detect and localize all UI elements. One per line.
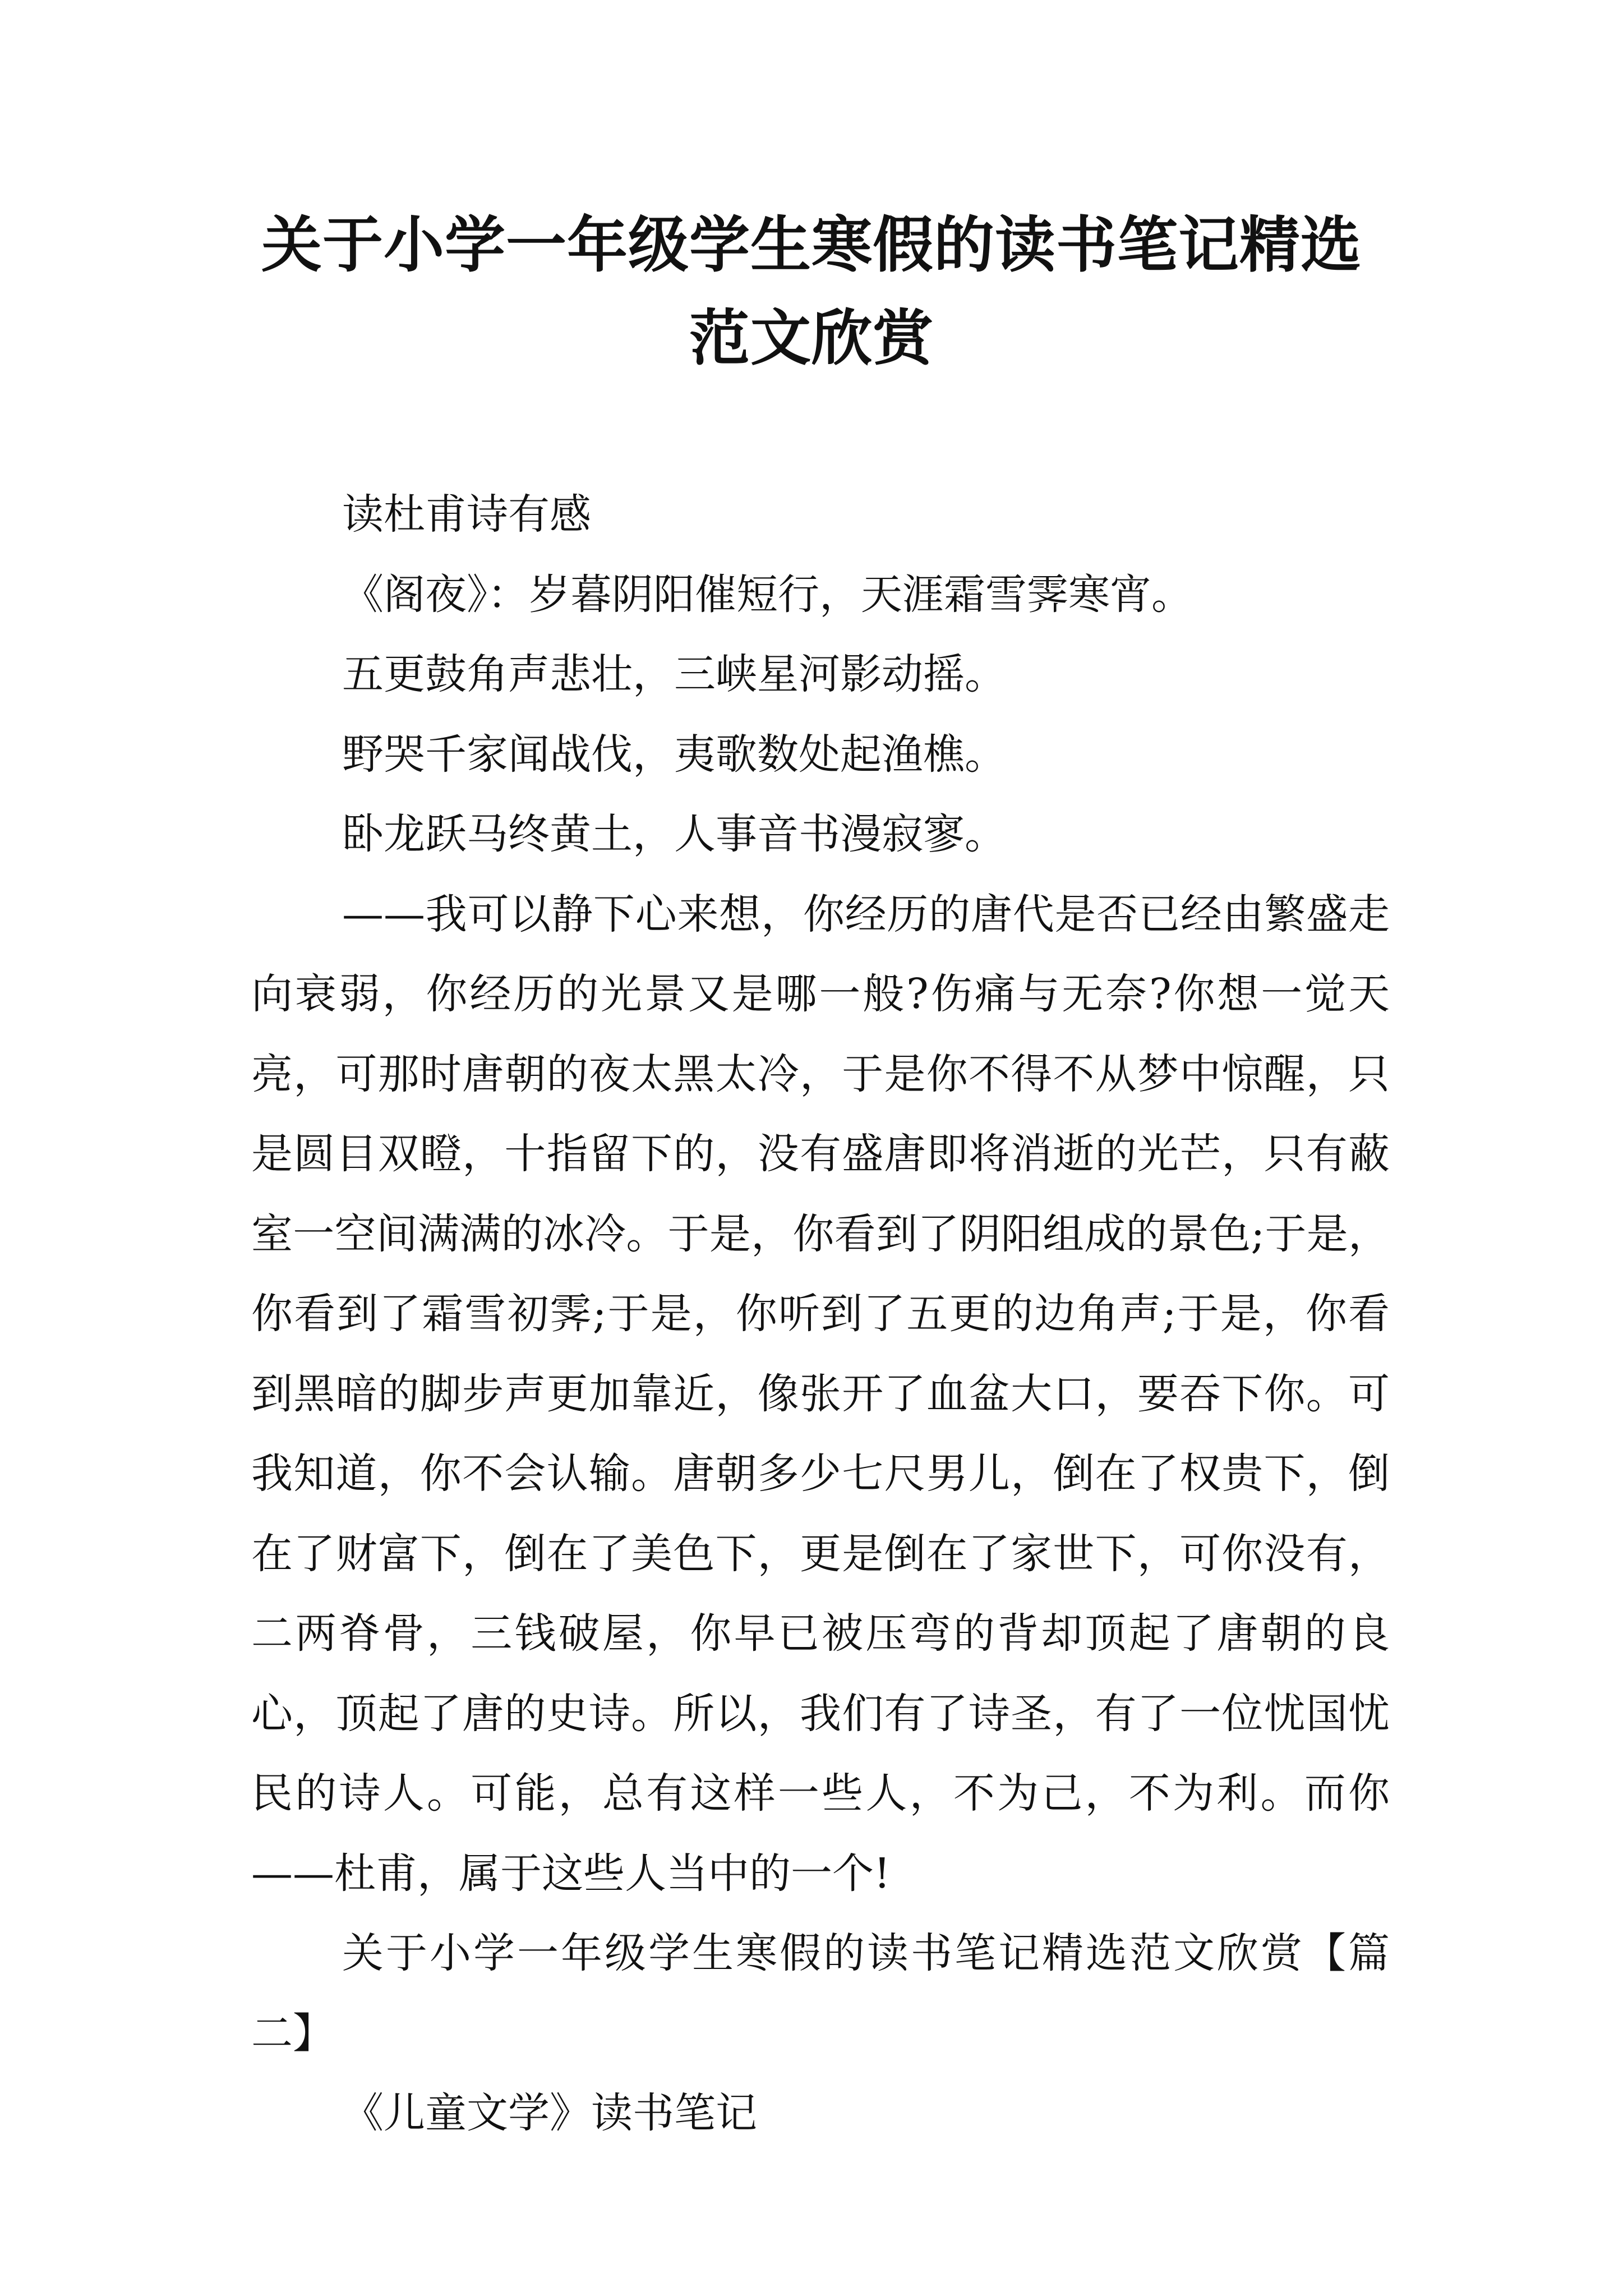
poem-line: 五更鼓角声悲壮，三峡星河影动摇。 xyxy=(342,650,1006,698)
poem-line: 卧龙跃马终黄土，人事音书漫寂寥。 xyxy=(342,810,1006,858)
poem-line: 野哭千家闻战伐，夷歌数处起渔樵。 xyxy=(342,730,1006,779)
title-line-1: 关于小学一年级学生寒假的读书笔记精选 xyxy=(261,210,1362,280)
poem-line: 《阁夜》：岁暮阴阳催短行，天涯霜雪霁寒宵。 xyxy=(342,570,1193,619)
title-line-2: 范文欣赏 xyxy=(689,303,934,374)
section-title: 关于小学一年级学生寒假的读书笔记精选范文欣赏【篇二】 xyxy=(251,1929,1390,2058)
document-title xyxy=(236,199,1387,385)
section-heading: 《儿童文学》读书笔记 xyxy=(342,2089,757,2137)
body-paragraph: ——我可以静下心来想，你经历的唐代是否已经由繁盛走向衰弱，你经历的光景又是哪一般?伤痛与无奈?你想一觉天亮，可那时唐朝的夜太黑太冷，于是你不得不从梦中惊醒，只是圆目双瞪，十指留下的，没有盛唐即将消逝的光芒，只有蔽室一空间满满的冰冷。于是，你看到了阴阳组成的景色;于是，你看到了霜雪初霁;于是，你听到了五更的边角声;于是，你看到黑暗的脚步声更加靠近，像张开了血盆大口，要吞下你。可我知道，你不会认输。唐朝多少七尺男儿，倒在了权贵下，倒在了财富下，倒在了美色下，更是倒在了家世下，可你没有，二两脊骨，三钱破屋，你早已被压弯的背却顶起了唐朝的良心，顶起了唐的史诗。所以，我们有了诗圣，有了一位忧国忧民的诗人。可能，总有这样一些人，不为己，不为利。而你——杜甫，属于这些人当中的一个! xyxy=(251,890,1390,1898)
section-heading: 读杜甫诗有感 xyxy=(342,490,591,539)
document-body xyxy=(251,475,1390,2154)
